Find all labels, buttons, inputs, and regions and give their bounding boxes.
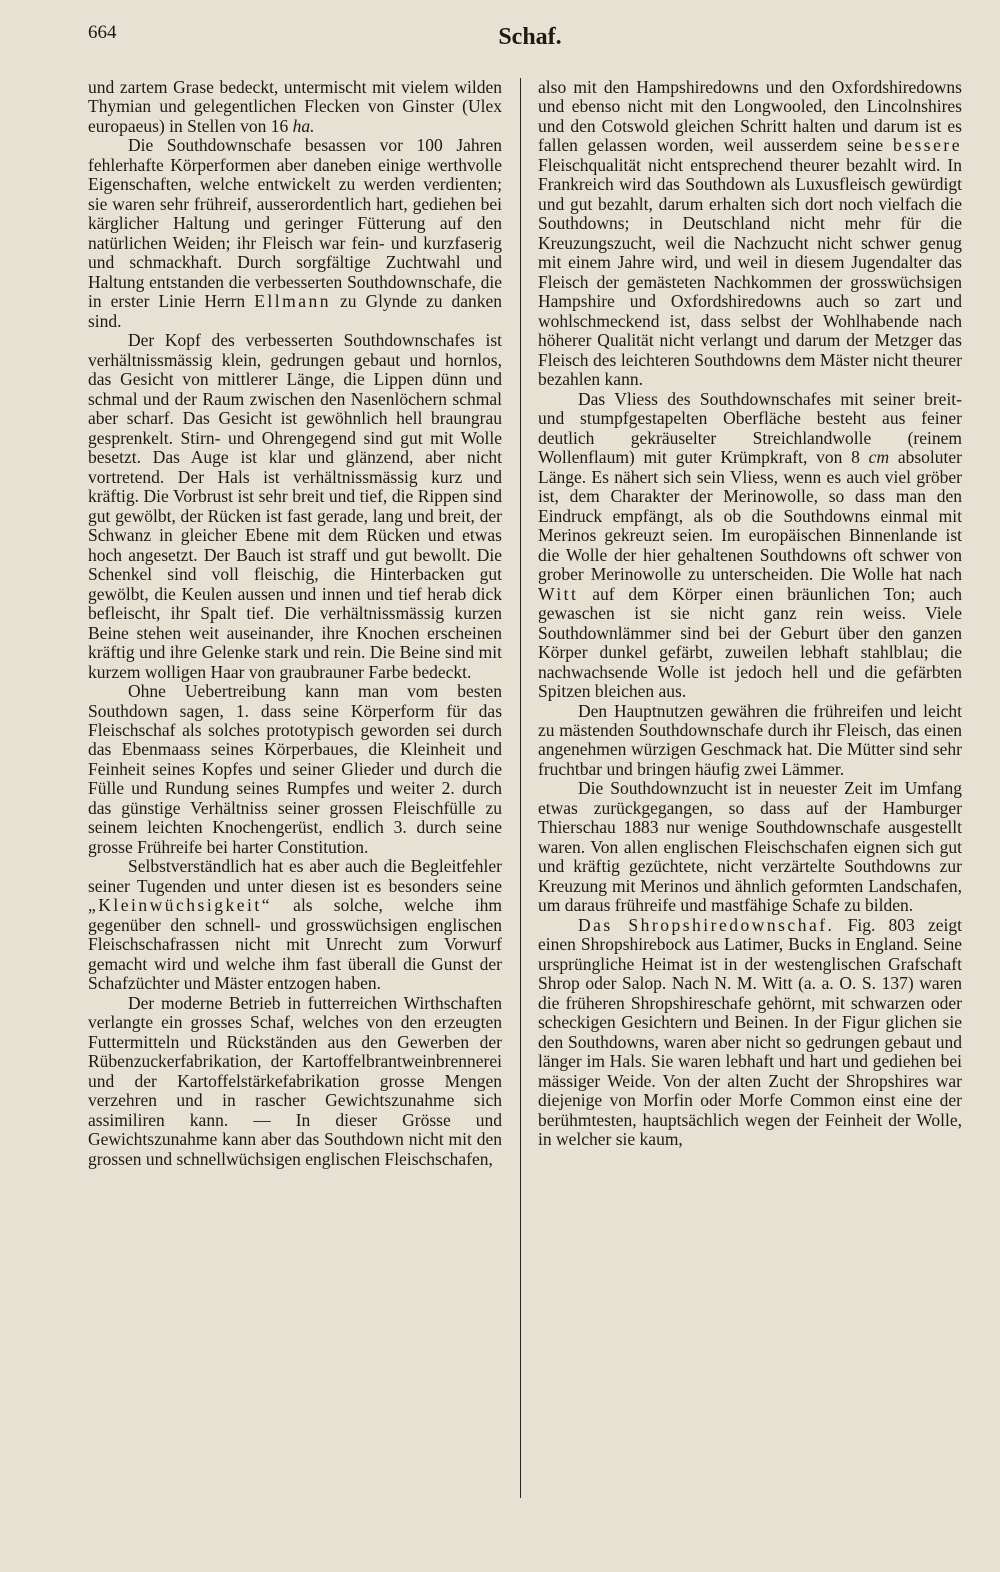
running-title: Schaf. [498, 24, 562, 50]
right-column [538, 78, 962, 1150]
page-number: 664 [88, 22, 117, 43]
spaced-term: „Kleinwüchsigkeit“ [88, 895, 272, 916]
paragraph: Den Hauptnutzen gewähren die frühreifen und leicht zu mästenden Southdownschafe durch ihr Fleisch, das einen angenehmen würzigen Geschmack hat. Die Mütter sind sehr fruchtbar und bringen häufig zwei Lämmer. [538, 700, 962, 779]
paragraph: Selbstverständlich hat es aber auch die Begleitfehler seiner Tugenden und unter diesen ist es besonders seine „Kleinwüchsigkeit“ als solche, welche ihm gegenüber den schnell- und grosswüchsigen englischen Fleischschafrassen nicht mit Unrecht zum Vorwurf gemacht wird und welche ihm fast überall die Gunst der Schafzüchter und Mäster entzogen haben. [88, 856, 502, 994]
paragraph: Die Southdownzucht ist in neuester Zeit im Umfang etwas zurückgegangen, so dass auf der Hamburger Thierschau 1883 nur wenige Southdownschafe ausgestellt waren. Von allen englischen Fleischschafen eignen sich gut und kräftig gezüchtete, nicht verzärtelte Southdowns zur Kreuzung mit Merinos und ähnlich geformten Landschafen, um daraus frühreife und mastfähige Schafe zu bilden. [538, 778, 962, 916]
unit-text: cm [868, 447, 890, 468]
column-divider [520, 78, 521, 1498]
spaced-name: Witt [538, 583, 579, 604]
paragraph: Die Southdownschafe besassen vor 100 Jahren fehlerhafte Körperformen aber daneben einige werthvolle Eigenschaften, welche entwickelt zu werden verdienten; sie waren sehr frühreif, ausserordentlich hart, gediehen bei kärglicher Haltung und geringer Fütterung auf den natürlichen Weiden; ihr Fleisch war fein- und kurzfaserig und schmackhaft. Durch sorgfältige Zuchtwahl und Haltung entstanden die verbesserten Southdownschafe, die in erster Linie Herrn Ellmann zu Glynde zu danken sind. [88, 135, 503, 331]
spaced-term: bessere [892, 135, 962, 156]
paragraph: Der Kopf des verbesserten Southdownschafes ist verhältnissmässig klein, gedrungen gebaut und hornlos, das Gesicht von mittlerer Länge, die Lippen dünn und schmal und der Raum zwischen den Nasenlöchern schmal aber scharf. Das Gesicht ist gewöhnlich hell braungrau gesprenkelt. Stirn- und Ohrengegend sind gut mit Wolle besetzt. Das Auge ist klar und glänzend, aber nicht vortretend. Der Hals ist verhältnissmässig kurz und kräftig. Die Vorbrust ist sehr breit und tief, die Rippen sind gut gewölbt, der Rücken ist fast gerade, lang und breit, der Schwanz in gleicher Ebene mit dem Rücken und etwas hoch angesetzt. Der Bauch ist straff und gut bewollt. Die Schenkel sind voll fleischig, die Hinterbacken gut gewölbt, die Keulen aussen und innen und tief herab dick befleischt, ihr Spalt tief. Die verhältnissmässig kurzen Beine stehen weit auseinander, ihre Knochen erscheinen kräftig und ihre Gelenke stark und rein. Die Beine sind mit kurzem wolligen Haar von graubrauner Farbe bedeckt. [88, 330, 502, 682]
paragraph: Der moderne Betrieb in futterreichen Wirthschaften verlangte ein grosses Schaf, welches von den erzeugten Futtermitteln und Rückständen aus den Gewerben der Rübenzuckerfabrikation, der Kartoffelbrantweinbrennerei und der Kartoffelstärkefabrikation grosse Mengen verzehren und in rascher Gewichtszunahme sich assimiliren kann. — In dieser Grösse und Gewichtszunahme kann aber das Southdown nicht mit den grossen und schnellwüchsigen englischen Fleischschafen, [88, 992, 502, 1169]
paragraph: Das Shropshiredownschaf. Fig. 803 zeigt einen Shropshirebock aus Latimer, Bucks in England. Seine ursprüngliche Heimat ist in der westenglischen Grafschaft Shrop oder Salop. Nach N. M. Witt (a. a. O. S. 137) waren die früheren Shropshireschafe gehörnt, mit schwarzen oder scheckigen Gesichtern und Beinen. In der Figur glichen sie den Southdowns, waren aber nicht so gedrungen gebaut und länger im Hals. Sie waren lebhaft und hart und gediehen bei mässiger Weide. Von der alten Zucht der Shropshires war diejenige von Morfin oder Morfe Common einst eine der berühmtesten, hauptsächlich wegen der Feinheit der Wolle, in welcher sie kaum, [538, 914, 963, 1150]
unit-text: ha. [292, 115, 315, 136]
section-heading: Das Shropshiredownschaf. [578, 914, 835, 935]
paragraph: also mit den Hampshiredowns und den Oxfordshiredowns und ebenso nicht mit den Longwooled, den Lincolnshires und den Cotswold gleichen Schritt halten und darum ist es fallen gelassen worden, weil ausserdem seine bessere Fleischqualität nicht entsprechend theurer bezahlt wird. In Frankreich wird das Southdown als Luxusfleisch gewürdigt und gut bezahlt, darum erhalten sich dort noch vielfach die Southdowns; in Deutschland nicht mehr für die Kreuzungszucht, weil die Nachzucht nicht schwer genug mit einem Jahre wird, und weil in diesem Jugendalter das Fleisch der gemästeten Nachkommen der grosswüchsigen Hampshire und Oxfordshiredowns auch so zart und wohlschmeckend ist, dass selbst der Wohlhabende nach höherer Qualität nicht verlangt und darum der Metzger das Fleisch des leichteren Southdowns dem Mäster nicht theurer bezahlen kann. [538, 77, 962, 390]
paragraph: Ohne Uebertreibung kann man vom besten Southdown sagen, 1. dass seine Körperform für das Fleischschaf als solches prototypisch geworden sei durch das Ebenmaass seines Körperbaues, die Kleinheit und Feinheit seines Kopfes und seiner Glieder und durch die Fülle und Rundung seines Rumpfes und weiter 2. durch das günstige Verhältniss seiner grossen Fleischfülle zu seinem leichten Knochengerüst, endlich 3. durch seine grosse Frühreife bei harter Constitution. [88, 681, 502, 857]
paragraph: und zartem Grase bedeckt, untermischt mit vielem wilden Thymian und gelegentlichen Flecken von Ginster (Ulex europaeus) in Stellen von 16 ha. [88, 77, 502, 136]
paragraph: Das Vliess des Southdownschafes mit seiner breit- und stumpfgestapelten Oberfläche besteht aus feiner deutlich gekräuselter Streichlandwolle (reinem Wollenflaum) mit guter Krümpkraft, von 8 cm absoluter Länge. Es nähert sich sein Vliess, wenn es auch viel gröber ist, dem Charakter der Merinowolle, so dass man den Eindruck empfängt, als ob die Southdowns einmal mit Merinos gekreuzt seien. Im europäischen Binnenlande ist die Wolle der hier gehaltenen Southdowns oft schwer von grober Merinowolle zu unterscheiden. Die Wolle hat nach Witt auf dem Körper einen bräunlichen Ton; auch gewaschen ist sie nicht ganz rein weiss. Viele Southdownlämmer sind bei der Geburt über den ganzen Körper dunkel gefärbt, zuweilen lebhaft stahlblau; die nachwachsende Wolle ist jedoch hell und die gefärbten Spitzen bleichen aus. [538, 388, 963, 702]
page-header [0, 18, 1000, 58]
left-column [88, 78, 502, 1169]
spaced-name: Ellmann [254, 291, 331, 312]
